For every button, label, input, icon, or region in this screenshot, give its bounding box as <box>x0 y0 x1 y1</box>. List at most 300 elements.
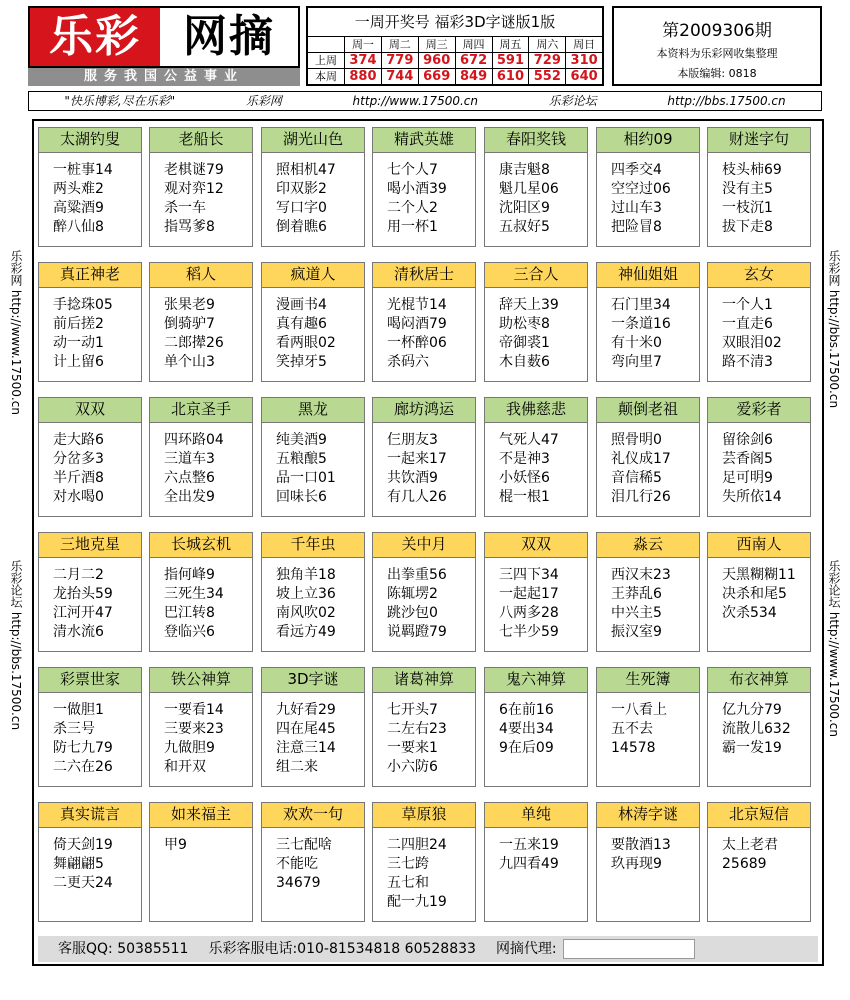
puzzle-line: 江河开47 <box>53 605 113 621</box>
puzzle-card-body <box>373 693 475 777</box>
motto: "快乐博彩,尽在乐彩" <box>64 94 176 108</box>
draw-number: 610 <box>492 69 529 85</box>
puzzle-line: 五叔好5 <box>499 219 550 235</box>
puzzle-card-body <box>597 288 699 372</box>
puzzle-line: 防七九79 <box>53 740 113 756</box>
puzzle-line: 四季交4 <box>611 162 662 178</box>
puzzle-card-title: 我佛慈悲 <box>485 398 587 423</box>
puzzle-card-body <box>373 558 475 642</box>
puzzle-line: 一五来19 <box>499 837 559 853</box>
puzzle-line: 一条道16 <box>611 316 671 332</box>
footer-bar <box>38 936 818 962</box>
draw-number: 744 <box>381 69 418 85</box>
puzzle-line: 34679 <box>276 875 321 891</box>
draw-blank <box>308 37 345 53</box>
puzzle-card-title: 双双 <box>39 398 141 423</box>
editor-note: 本版编辑: 0818 <box>677 67 757 80</box>
puzzle-line: 七半少59 <box>499 624 559 640</box>
puzzle-line: 真有趣6 <box>276 316 327 332</box>
puzzle-line: 拔下走8 <box>722 219 773 235</box>
puzzle-card <box>261 667 365 787</box>
puzzle-card <box>149 127 253 247</box>
puzzle-card-title: 生死簿 <box>597 668 699 693</box>
puzzle-card <box>707 262 811 382</box>
puzzle-line: 醉八仙8 <box>53 219 104 235</box>
puzzle-line: 4要出34 <box>499 721 554 737</box>
puzzle-card-body <box>485 288 587 372</box>
puzzle-card-body <box>262 288 364 372</box>
puzzle-line: 四在尾45 <box>276 721 336 737</box>
puzzle-line: 二郎撵26 <box>164 335 224 351</box>
puzzle-line: 沈阳区9 <box>499 200 550 216</box>
draw-number: 849 <box>455 69 492 85</box>
puzzle-card-title: 疯道人 <box>262 263 364 288</box>
puzzle-line: 芸香阁5 <box>722 451 773 467</box>
puzzle-line: 把险冒8 <box>611 219 662 235</box>
last-week-row <box>308 53 602 69</box>
puzzle-line: 手捻珠05 <box>53 297 113 313</box>
puzzle-line: 二月二2 <box>53 567 104 583</box>
puzzle-card-body <box>708 423 810 507</box>
puzzle-line: 观对弈12 <box>164 181 224 197</box>
puzzle-line: 七个人7 <box>387 162 438 178</box>
puzzle-line: 一起起17 <box>499 586 559 602</box>
puzzle-line: 路不清3 <box>722 354 773 370</box>
puzzle-card-title: 爱彩者 <box>708 398 810 423</box>
draw-number: 779 <box>381 53 418 69</box>
puzzle-line: 清水流6 <box>53 624 104 640</box>
puzzle-line: 流散儿632 <box>722 721 791 737</box>
puzzle-line: 三要来23 <box>164 721 224 737</box>
logo-part2: 网摘 <box>160 8 298 66</box>
puzzle-line: 甲9 <box>164 837 187 853</box>
puzzle-card <box>372 802 476 922</box>
puzzle-card-title: 三合人 <box>485 263 587 288</box>
puzzle-line: 说羁蹬79 <box>387 624 447 640</box>
puzzle-card <box>484 127 588 247</box>
puzzle-line: 不能吃 <box>276 856 318 872</box>
puzzle-line: 魁几星06 <box>499 181 559 197</box>
puzzle-line: 三七配啥 <box>276 837 332 853</box>
puzzle-card <box>149 802 253 922</box>
day-label: 周六 <box>529 37 566 53</box>
puzzle-line: 老棋谜79 <box>164 162 224 178</box>
puzzle-card-body <box>39 153 141 237</box>
puzzle-card-title: 春阳奖钱 <box>485 128 587 153</box>
puzzle-card-title: 北京短信 <box>708 803 810 828</box>
puzzle-line: 中兴主5 <box>611 605 662 621</box>
puzzle-line: 用一杯1 <box>387 219 438 235</box>
agent-input[interactable] <box>563 939 695 959</box>
puzzle-line: 决杀和尾5 <box>722 586 787 602</box>
puzzle-line: 单个山3 <box>164 354 215 370</box>
puzzle-card <box>596 262 700 382</box>
puzzle-line: 玖再现9 <box>611 856 662 872</box>
puzzle-card <box>596 802 700 922</box>
side-text-left-bottom: 乐彩论坛 http://bbs.17500.cn <box>9 560 23 731</box>
puzzle-card-title: 真实谎言 <box>39 803 141 828</box>
puzzle-line: 光棍节14 <box>387 297 447 313</box>
puzzle-card-title: 三地克星 <box>39 533 141 558</box>
puzzle-card-body <box>39 693 141 777</box>
puzzle-card-title: 千年虫 <box>262 533 364 558</box>
puzzle-line: 前后搓2 <box>53 316 104 332</box>
day-label: 周四 <box>455 37 492 53</box>
puzzle-line: 倒着瞧6 <box>276 219 327 235</box>
puzzle-card <box>484 262 588 382</box>
puzzle-card-title: 北京圣手 <box>150 398 252 423</box>
puzzle-card <box>707 127 811 247</box>
puzzle-line: 对水喝0 <box>53 489 104 505</box>
footer-phone: 乐彩客服电话:010-81534818 60528833 <box>208 941 476 957</box>
puzzle-line: 跳沙包0 <box>387 605 438 621</box>
puzzle-line: 石门里34 <box>611 297 671 313</box>
puzzle-card-title: 老船长 <box>150 128 252 153</box>
puzzle-card-title: 颠倒老祖 <box>597 398 699 423</box>
logo <box>28 6 300 68</box>
puzzle-line: 七开头7 <box>387 702 438 718</box>
puzzle-card-title: 真正神老 <box>39 263 141 288</box>
puzzle-line: 走大路6 <box>53 432 104 448</box>
puzzle-card-title: 西南人 <box>708 533 810 558</box>
puzzle-card-title: 淼云 <box>597 533 699 558</box>
puzzle-line: 不是神3 <box>499 451 550 467</box>
puzzle-card-body <box>150 558 252 642</box>
draw-number: 552 <box>529 69 566 85</box>
puzzle-line: 五七和 <box>387 875 429 891</box>
puzzle-card <box>707 802 811 922</box>
puzzle-card <box>38 532 142 652</box>
puzzle-card-title: 清秋居士 <box>373 263 475 288</box>
puzzle-line: 全出发9 <box>164 489 215 505</box>
puzzle-card-body <box>597 423 699 507</box>
puzzle-line: 杀一车 <box>164 200 206 216</box>
puzzle-card-title: 欢欢一句 <box>262 803 364 828</box>
puzzle-card-title: 玄女 <box>708 263 810 288</box>
puzzle-line: 过山车3 <box>611 200 662 216</box>
source-note: 本资料为乐彩网收集整理 <box>656 47 778 60</box>
puzzle-line: 计上留6 <box>53 354 104 370</box>
puzzle-card <box>372 127 476 247</box>
draw-number: 880 <box>345 69 382 85</box>
puzzle-line: 一枝沉1 <box>722 200 773 216</box>
puzzle-line: 看两眼02 <box>276 335 336 351</box>
puzzle-card-body <box>39 558 141 642</box>
issue-panel <box>612 6 822 86</box>
puzzle-card-title: 廊坊鸿运 <box>373 398 475 423</box>
puzzle-line: 纯美酒9 <box>276 432 327 448</box>
puzzle-line: 弯向里7 <box>611 354 662 370</box>
draw-number: 729 <box>529 53 566 69</box>
puzzle-line: 二个人2 <box>387 200 438 216</box>
puzzle-card-body <box>150 828 252 855</box>
puzzle-line: 笑掉牙5 <box>276 354 327 370</box>
puzzle-card-title: 湖光山色 <box>262 128 364 153</box>
puzzle-card-body <box>597 828 699 874</box>
url-bar <box>28 91 822 111</box>
puzzle-line: 六点整6 <box>164 470 215 486</box>
puzzle-card-body <box>373 423 475 507</box>
site-url[interactable]: http://www.17500.cn <box>352 94 478 108</box>
this-week-row <box>308 69 602 85</box>
puzzle-line: 高粱酒9 <box>53 200 104 216</box>
puzzle-line: 小妖怪6 <box>499 470 550 486</box>
puzzle-line: 照骨明0 <box>611 432 662 448</box>
puzzle-line: 没有主5 <box>722 181 773 197</box>
puzzle-line: 6在前16 <box>499 702 554 718</box>
puzzle-card-body <box>373 828 475 912</box>
puzzle-line: 一起来17 <box>387 451 447 467</box>
puzzle-card-body <box>485 828 587 874</box>
puzzle-card-title: 诸葛神算 <box>373 668 475 693</box>
puzzle-line: 天黑糊糊11 <box>722 567 796 583</box>
day-label: 周二 <box>381 37 418 53</box>
puzzle-line: 有几人26 <box>387 489 447 505</box>
puzzle-line: 一做胆1 <box>53 702 104 718</box>
puzzle-card <box>596 667 700 787</box>
puzzle-card-title: 财迷字句 <box>708 128 810 153</box>
puzzle-line: 杀码六 <box>387 354 429 370</box>
puzzle-line: 泪几行26 <box>611 489 671 505</box>
puzzle-card-body <box>597 558 699 642</box>
footer-qq: 客服QQ: 50385511 <box>58 941 189 957</box>
puzzle-card <box>372 532 476 652</box>
puzzle-card-title: 单纯 <box>485 803 587 828</box>
puzzle-line: 八两多28 <box>499 605 559 621</box>
puzzle-line: 有十米0 <box>611 335 662 351</box>
puzzle-card <box>372 262 476 382</box>
puzzle-card-body <box>262 693 364 777</box>
puzzle-card <box>261 802 365 922</box>
puzzle-card-body <box>150 288 252 372</box>
puzzle-line: 棍一根1 <box>499 489 550 505</box>
puzzle-card-body <box>485 558 587 642</box>
puzzle-card <box>149 262 253 382</box>
puzzle-card <box>484 397 588 517</box>
puzzle-line: 指何峰9 <box>164 567 215 583</box>
puzzle-line: 二六在26 <box>53 759 113 775</box>
puzzle-line: 回味长6 <box>276 489 327 505</box>
draw-number: 591 <box>492 53 529 69</box>
puzzle-line: 九好看29 <box>276 702 336 718</box>
puzzle-line: 枝头柿69 <box>722 162 782 178</box>
puzzle-line: 照相机47 <box>276 162 336 178</box>
puzzle-line: 组二来 <box>276 759 318 775</box>
puzzle-card <box>484 802 588 922</box>
puzzle-line: 木自薮6 <box>499 354 550 370</box>
draw-number: 640 <box>566 69 602 85</box>
puzzle-line: 三死生34 <box>164 586 224 602</box>
puzzle-line: 登临兴6 <box>164 624 215 640</box>
puzzle-line: 注意三14 <box>276 740 336 756</box>
puzzle-card-title: 神仙姐姐 <box>597 263 699 288</box>
draw-number: 374 <box>345 53 382 69</box>
puzzle-line: 二更天24 <box>53 875 113 891</box>
puzzle-line: 九做胆9 <box>164 740 215 756</box>
puzzle-line: 喝闷酒79 <box>387 316 447 332</box>
puzzle-line: 喝小酒39 <box>387 181 447 197</box>
draw-number: 310 <box>566 53 602 69</box>
puzzle-card <box>261 127 365 247</box>
puzzle-line: 陈辄塄2 <box>387 586 438 602</box>
puzzle-card-title: 精武英雄 <box>373 128 475 153</box>
puzzle-card-body <box>262 153 364 237</box>
site-label: 乐彩网 <box>245 94 282 108</box>
puzzle-line: 失所依14 <box>722 489 782 505</box>
puzzle-card-body <box>39 288 141 372</box>
puzzle-card-title: 黑龙 <box>262 398 364 423</box>
puzzle-card-title: 太湖钓叟 <box>39 128 141 153</box>
puzzle-card <box>484 667 588 787</box>
puzzle-card <box>149 532 253 652</box>
puzzle-line: 次杀534 <box>722 605 777 621</box>
puzzle-line: 分岔多3 <box>53 451 104 467</box>
puzzle-card-title: 相约09 <box>597 128 699 153</box>
puzzle-card <box>596 127 700 247</box>
puzzle-card-body <box>150 153 252 237</box>
draw-days-row <box>308 37 602 53</box>
puzzle-line: 一个人1 <box>722 297 773 313</box>
puzzle-line: 三七跨 <box>387 856 429 872</box>
puzzle-card-title: 双双 <box>485 533 587 558</box>
puzzle-card <box>596 397 700 517</box>
this-week-label: 本周 <box>308 69 345 85</box>
puzzle-line: 振汉室9 <box>611 624 662 640</box>
puzzle-line: 霸一发19 <box>722 740 782 756</box>
day-label: 周三 <box>418 37 455 53</box>
puzzle-card-title: 草原狼 <box>373 803 475 828</box>
puzzle-line: 一要来1 <box>387 740 438 756</box>
draw-number: 669 <box>418 69 455 85</box>
puzzle-card <box>261 262 365 382</box>
issue-number: 第2009306期 <box>662 21 772 41</box>
weekly-draw-panel <box>306 6 604 86</box>
puzzle-line: 西汉末23 <box>611 567 671 583</box>
puzzle-card-title: 长城玄机 <box>150 533 252 558</box>
draw-number: 960 <box>418 53 455 69</box>
puzzle-line: 坡上立36 <box>276 586 336 602</box>
puzzle-card <box>596 532 700 652</box>
puzzle-line: 25689 <box>722 856 767 872</box>
puzzle-card-body <box>708 288 810 372</box>
puzzle-card-title: 如来福主 <box>150 803 252 828</box>
puzzle-line: 龙抬头59 <box>53 586 113 602</box>
puzzle-card-body <box>485 423 587 507</box>
puzzle-card <box>261 397 365 517</box>
footer-agent-label: 网摘代理: <box>495 941 557 957</box>
puzzle-card <box>372 397 476 517</box>
puzzle-line: 五不去 <box>611 721 653 737</box>
puzzle-line: 三四下34 <box>499 567 559 583</box>
puzzle-card <box>372 667 476 787</box>
puzzle-line: 看远方49 <box>276 624 336 640</box>
puzzle-line: 九四看49 <box>499 856 559 872</box>
puzzle-line: 倚天剑19 <box>53 837 113 853</box>
puzzle-line: 一杯醉06 <box>387 335 447 351</box>
puzzle-line: 9在后09 <box>499 740 554 756</box>
puzzle-card <box>707 397 811 517</box>
puzzle-card-body <box>708 693 810 758</box>
puzzle-card-title: 铁公神算 <box>150 668 252 693</box>
forum-url[interactable]: http://bbs.17500.cn <box>667 94 786 108</box>
puzzle-line: 一要看14 <box>164 702 224 718</box>
puzzle-line: 张果老9 <box>164 297 215 313</box>
puzzle-card-body <box>708 558 810 623</box>
puzzle-card <box>38 127 142 247</box>
puzzle-card-body <box>150 693 252 777</box>
puzzle-card-body <box>262 423 364 507</box>
puzzle-line: 亿九分79 <box>722 702 782 718</box>
puzzle-line: 留徐剑6 <box>722 432 773 448</box>
side-text-right-bottom: 乐彩论坛 http://www.17500.cn <box>827 560 841 737</box>
puzzle-line: 南风吹02 <box>276 605 336 621</box>
puzzle-line: 两头难2 <box>53 181 104 197</box>
puzzle-line: 巴江转8 <box>164 605 215 621</box>
draw-table <box>308 37 602 85</box>
puzzle-card-title: 稻人 <box>150 263 252 288</box>
puzzle-line: 独角羊18 <box>276 567 336 583</box>
puzzle-line: 指骂爹8 <box>164 219 215 235</box>
forum-label: 乐彩论坛 <box>548 94 597 108</box>
puzzle-line: 王莽乱6 <box>611 586 662 602</box>
day-label: 周五 <box>492 37 529 53</box>
puzzle-card <box>38 667 142 787</box>
puzzle-card <box>38 397 142 517</box>
puzzle-card <box>38 262 142 382</box>
puzzle-line: 要散酒13 <box>611 837 671 853</box>
puzzle-line: 漫画书4 <box>276 297 327 313</box>
puzzle-card-body <box>39 423 141 507</box>
puzzle-line: 辞天上39 <box>499 297 559 313</box>
puzzle-card-body <box>597 153 699 237</box>
puzzle-card <box>38 802 142 922</box>
puzzle-card-title: 鬼六神算 <box>485 668 587 693</box>
puzzle-line: 共饮酒9 <box>387 470 438 486</box>
puzzle-line: 配一九19 <box>387 894 447 910</box>
puzzle-line: 助松枣8 <box>499 316 550 332</box>
puzzle-card <box>707 667 811 787</box>
puzzle-line: 动一动1 <box>53 335 104 351</box>
puzzle-card-body <box>373 153 475 237</box>
puzzle-line: 一八看上 <box>611 702 667 718</box>
puzzle-card <box>149 667 253 787</box>
puzzle-card-title: 彩票世家 <box>39 668 141 693</box>
draw-title: 一周开奖号 福彩3D字谜版1版 <box>308 8 602 37</box>
puzzle-line: 空空过06 <box>611 181 671 197</box>
puzzle-line: 音信稀5 <box>611 470 662 486</box>
day-label: 周日 <box>566 37 602 53</box>
puzzle-line: 倒骑驴7 <box>164 316 215 332</box>
side-text-left-top: 乐彩网 http://www.17500.cn <box>9 250 23 415</box>
day-label: 周一 <box>345 37 382 53</box>
puzzle-card-title: 林涛字谜 <box>597 803 699 828</box>
puzzle-line: 一桩事14 <box>53 162 113 178</box>
puzzle-card <box>149 397 253 517</box>
puzzle-line: 半斤酒8 <box>53 470 104 486</box>
puzzle-card <box>261 532 365 652</box>
puzzle-line: 舞翩翩5 <box>53 856 104 872</box>
puzzle-line: 气死人47 <box>499 432 559 448</box>
draw-number: 672 <box>455 53 492 69</box>
puzzle-card <box>707 532 811 652</box>
puzzle-card-body <box>485 693 587 758</box>
slogan: 服务我国公益事业 <box>28 68 300 86</box>
puzzle-line: 康吉魁8 <box>499 162 550 178</box>
puzzle-line: 五粮酿5 <box>276 451 327 467</box>
puzzle-card <box>484 532 588 652</box>
puzzle-line: 仨朋友3 <box>387 432 438 448</box>
puzzle-line: 双眼泪02 <box>722 335 782 351</box>
